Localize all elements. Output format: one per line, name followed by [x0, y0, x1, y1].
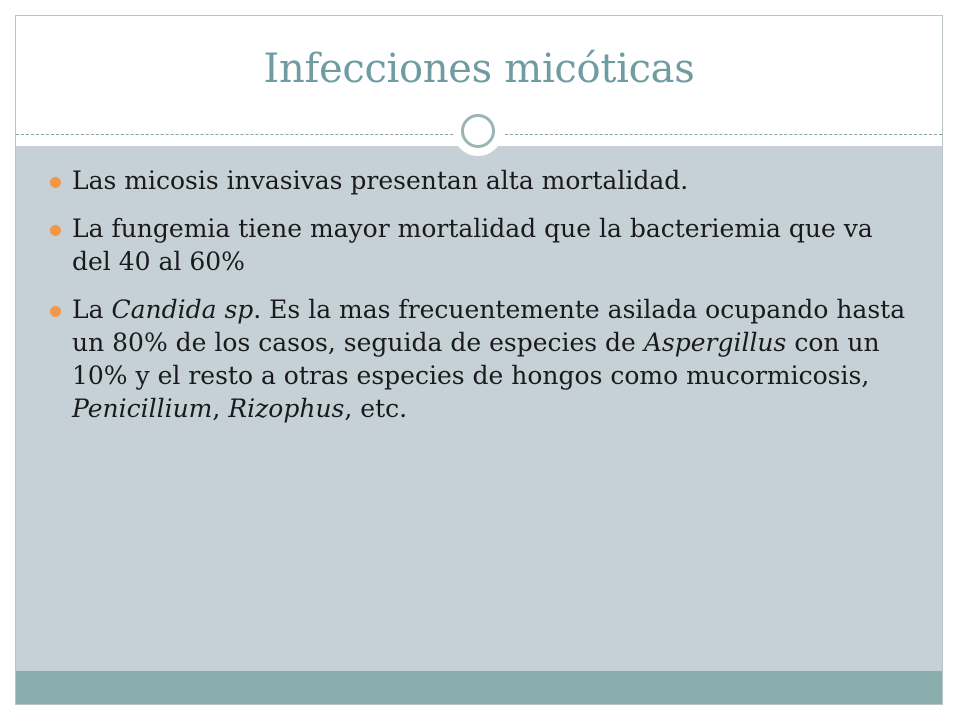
bullet-text-part: Las micosis invasivas presentan alta mortalidad. [72, 166, 689, 195]
bullet-list [32, 164, 912, 440]
bullet-text [72, 214, 873, 276]
bullet-text-part: con un 10% y el resto a otras especies de hongos como mucormicosis, [72, 328, 880, 390]
bullet-text-italic: Candida sp [111, 295, 254, 324]
bullet-text-part: La fungemia tiene mayor mortalidad que la bacteriemia que va del 40 al 60% [72, 214, 873, 276]
bullet-text-italic: Penicillium [72, 394, 213, 423]
bullet-item [32, 212, 912, 278]
bullet-dot-icon [50, 177, 61, 188]
circle-ring-icon [453, 106, 503, 156]
bullet-dot-icon [50, 306, 61, 317]
bullet-text-part: , etc. [344, 394, 408, 423]
bullet-dot-icon [50, 225, 61, 236]
bullet-item [32, 164, 912, 197]
bullet-text-part: . Es la mas frecuentemente asilada ocupando hasta un 80% de los casos, seguida de especies de [72, 295, 906, 357]
bullet-text-italic: Aspergillus [643, 328, 787, 357]
bullet-text-italic: Rizophus [228, 394, 345, 423]
bullet-text-part: La [72, 295, 112, 324]
bullet-item [32, 293, 912, 425]
slide-title: Infecciones micóticas [263, 46, 695, 92]
bullet-text-part: , [212, 394, 229, 423]
bullet-text [72, 166, 688, 195]
footer-bar [16, 671, 942, 704]
bullet-text [72, 295, 905, 423]
